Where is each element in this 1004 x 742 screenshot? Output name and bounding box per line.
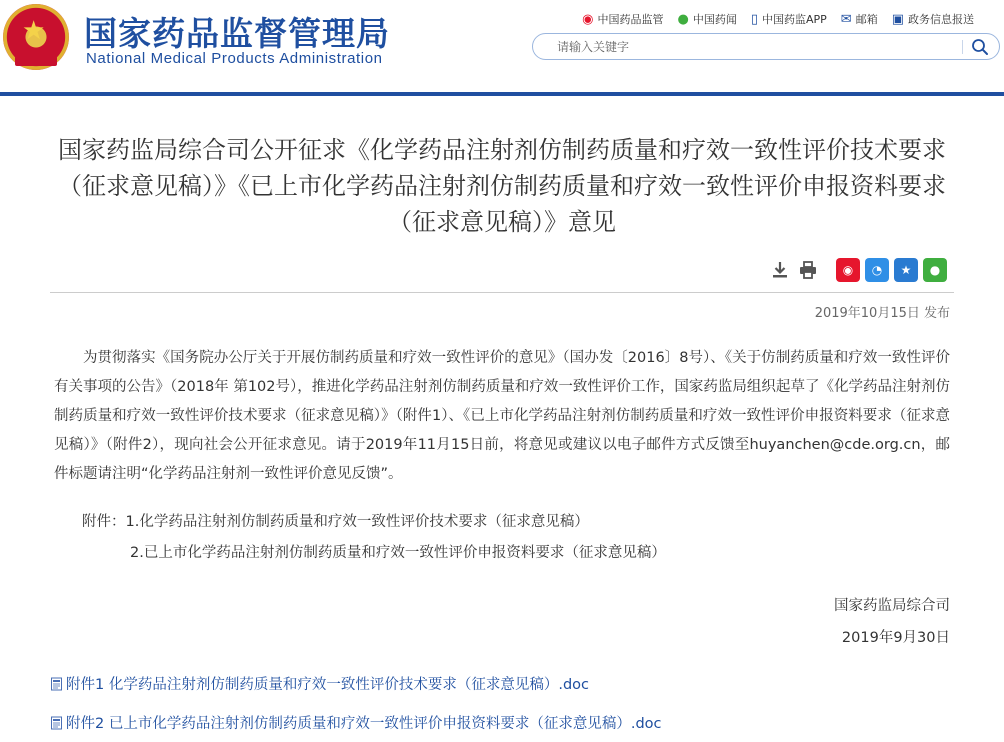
file-link-label: 附件2 已上市化学药品注射剂仿制药质量和疗效一致性评价申报资料要求（征求意见稿）.doc [66,716,662,732]
top-link-wechat[interactable] [678,11,737,27]
top-link-label: 中国药品监管 [597,13,664,26]
print-icon [798,260,818,280]
attachment-text: 1.化学药品注射剂仿制药质量和疗效一致性评价技术要求（征求意见稿） [125,514,589,530]
top-link-app[interactable] [751,11,827,27]
top-link-mail[interactable] [841,11,878,27]
attachments-label: 附件： [82,514,126,530]
share-buttons [836,258,947,282]
download-button[interactable] [766,256,794,284]
search-box [532,33,1000,60]
top-link-weibo[interactable] [582,11,663,27]
top-link-label: 邮箱 [855,13,878,26]
top-link-label: 政务信息报送 [908,13,974,26]
file-link-attachment-2[interactable] [50,712,662,733]
attachment-item-1 [82,510,589,531]
site-title: 国家药品监督管理局 [84,14,390,53]
weibo-share-icon[interactable]: ◉ [836,258,860,282]
top-link-label: 中国药闻 [692,13,737,26]
title-divider [50,292,954,293]
wechat-icon: ● [677,11,689,27]
article-body [54,344,950,489]
attachment-item-2 [130,541,666,562]
top-link-label: 中国药监APP [762,13,827,26]
top-link-report[interactable] [892,11,974,27]
attachment-text: 2.已上市化学药品注射剂仿制药质量和疗效一致性评价申报资料要求（征求意见稿） [130,545,666,561]
publish-date: 2019年10月15日 发布 [814,306,950,321]
article-title: 国家药监局综合司公开征求《化学药品注射剂仿制药质量和疗效一致性评价技术要求（征求意见稿）》《已上市化学药品注射剂仿制药质量和疗效一致性评价申报资料要求（征求意见稿）》意见 [58,136,946,236]
file-link-attachment-1[interactable] [50,673,589,694]
wechat-share-icon[interactable]: ● [923,258,947,282]
star-icon: ★ [22,16,46,46]
qzone-share-icon[interactable]: ★ [894,258,918,282]
site-subtitle: National Medical Products Administration [86,50,383,67]
qq-share-icon[interactable]: ◔ [865,258,889,282]
top-links [582,9,974,29]
signature-org: 国家药监局综合司 [834,598,950,614]
download-icon [770,260,790,280]
signature-date: 2019年9月30日 [841,630,950,646]
search-input[interactable] [557,38,957,56]
print-button[interactable] [794,256,822,284]
body-paragraph: 为贯彻落实《国务院办公厅关于开展仿制药质量和疗效一致性评价的意见》（国办发〔2016〕8号）、《关于仿制药质量和疗效一致性评价有关事项的公告》（2018年 第102号），推进化学药品注射剂仿制药质量和疗效一致性评价工作，国家药监局组织起草了《化学药品注射剂仿制药质量和疗效一致性评价技术要求（征求意见稿）》（附件1）、《已上市化学药品注射剂仿制药质量和疗效一致性评价申报资料要求（征求意见稿）》（附件2），现向社会公开征求意见。请于2019年11月15日前，将意见或建议以电子邮件方式反馈至huyanchen@cde.org.cn，邮件标题请注明“化学药品注射剂一致性评价意见反馈”。 [54,350,950,482]
search-icon[interactable] [971,38,989,56]
article-toolbar [766,256,947,284]
mobile-app-icon: ▯ [750,11,758,27]
national-emblem-logo [3,4,69,70]
doc-file-icon [50,716,64,730]
doc-file-icon [50,677,64,691]
emblem-ribbon [15,56,57,66]
file-link-label: 附件1 化学药品注射剂仿制药质量和疗效一致性评价技术要求（征求意见稿）.doc [66,677,589,693]
header-accent-bar [0,92,1004,96]
mail-icon: ✉ [840,11,852,27]
search-divider [962,40,963,54]
weibo-icon: ◉ [582,11,594,27]
site-header [0,0,1004,92]
report-icon: ▣ [891,11,904,27]
